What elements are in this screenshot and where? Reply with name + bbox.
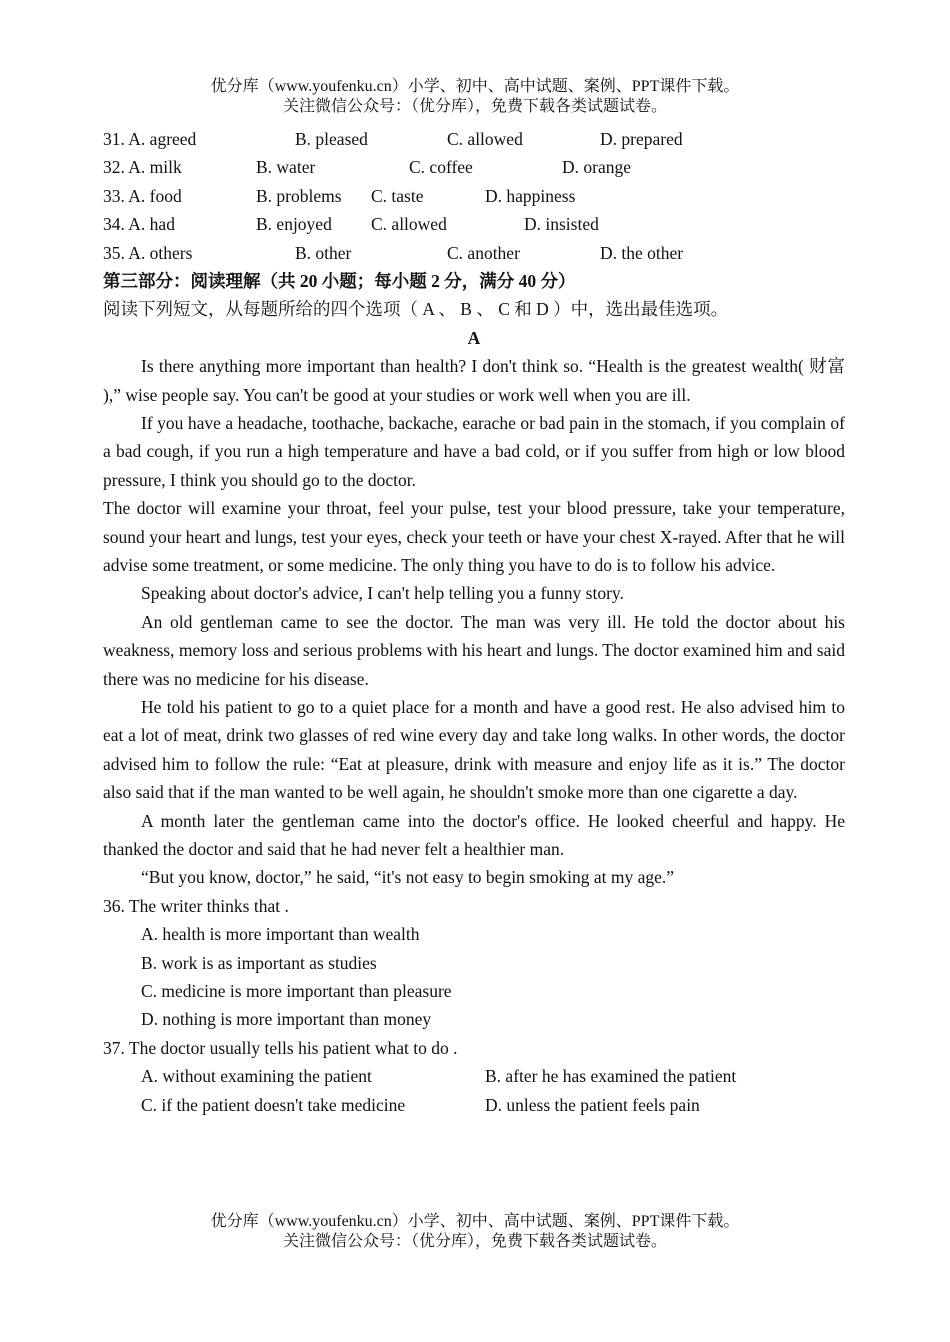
question-37-option-d: D. unless the patient feels pain (485, 1094, 700, 1115)
footer-line-2: 关注微信公众号：（优分库），免费下载各类试题试卷。 (282, 1233, 667, 1250)
cloze-33-option-b: B. problems (256, 185, 342, 206)
cloze-34-option-d: D. insisted (524, 214, 599, 235)
cloze-35-option-d: D. the other (600, 242, 684, 263)
question-36-option-a: A. health is more important than wealth (141, 924, 420, 945)
page-header (0, 77, 950, 117)
passage-paragraph-1: Is there anything more important than health? I don't think so. “Health is the greatest wealth( 财富 ),” wise people say. You can't be good at your studies or work well when you are ill. (103, 356, 845, 405)
cloze-35-option-a: 35. A. others (103, 242, 193, 263)
cloze-row-33 (103, 182, 845, 210)
cloze-row-32 (103, 153, 845, 181)
cloze-34-option-b: B. enjoyed (256, 214, 332, 235)
cloze-32-option-c: C. coffee (409, 157, 473, 178)
page-footer (0, 1212, 950, 1252)
cloze-row-35 (103, 239, 845, 267)
cloze-row-34 (103, 210, 845, 238)
passage-paragraph-8: “But you know, doctor,” he said, “it's not easy to begin smoking at my age.” (141, 867, 675, 888)
cloze-34-option-a: 34. A. had (103, 214, 175, 235)
cloze-31-option-b: B. pleased (295, 129, 368, 149)
cloze-33-option-c: C. taste (371, 185, 424, 206)
passage-paragraph-5: An old gentleman came to see the doctor. The man was very ill. He told the doctor about his weakness, memory loss and serious problems with his heart and lungs. The doctor examined him and said there was no medicine for his disease. (103, 611, 845, 689)
passage-paragraph-3: The doctor will examine your throat, feel your pulse, test your blood pressure, take your temperature, sound your heart and lungs, test your eyes, check your teeth or have your chest X-rayed. After that he will advise some treatment, or some medicine. The only thing you have to do is to follow his advice. (103, 498, 845, 575)
question-37-option-a: A. without examining the patient (141, 1066, 372, 1087)
passage-paragraph-2: If you have a headache, toothache, backache, earache or bad pain in the stomach, if you complain of a bad cough, if you run a high temperature and have a bad cold, or if you suffer from high or low blood pressure, I think you should go to the doctor. (103, 412, 845, 490)
question-37-option-c: C. if the patient doesn't take medicine (141, 1094, 406, 1115)
section-title: 第三部分：阅读理解（共 20 小题；每小题 2 分，满分 40 分） (103, 270, 576, 291)
question-37-stem: 37. The doctor usually tells his patient what to do . (103, 1037, 458, 1058)
cloze-32-option-a: 32. A. milk (103, 157, 182, 178)
cloze-32-option-d: D. orange (562, 157, 632, 178)
cloze-31-option-c: C. allowed (447, 129, 523, 149)
cloze-31-option-d: D. prepared (600, 129, 683, 149)
section-instruction: 阅读下列短文，从每题所给的四个选项（ A 、 B 、 C 和 D ）中，选出最佳选项。 (103, 299, 729, 320)
question-36-option-d: D. nothing is more important than money (141, 1009, 432, 1030)
cloze-35-option-c: C. another (447, 242, 520, 263)
question-36-option-c: C. medicine is more important than pleasure (141, 981, 452, 1002)
footer-line-1: 优分库（www.youfenku.cn）小学、初中、高中试题、案例、PPT课件下载。 (210, 1213, 740, 1230)
cloze-31-option-a: 31. A. agreed (103, 129, 197, 149)
cloze-35-option-b: B. other (295, 242, 352, 263)
question-36-stem: 36. The writer thinks that . (103, 895, 289, 916)
cloze-33-option-a: 33. A. food (103, 185, 182, 206)
question-37-option-b: B. after he has examined the patient (485, 1066, 737, 1087)
cloze-34-option-c: C. allowed (371, 214, 447, 235)
cloze-33-option-d: D. happiness (485, 185, 576, 206)
question-37-row-2 (103, 1091, 845, 1119)
cloze-32-option-b: B. water (256, 157, 316, 178)
cloze-row-31 (103, 125, 845, 153)
passage-label: A (467, 327, 481, 348)
passage-paragraph-6: He told his patient to go to a quiet place for a month and have a good rest. He also advised him to eat a lot of meat, drink two glasses of red wine every day and take long walks. In other words, the doctor advised him to follow the rule: “Eat at pleasure, drink with measure and enjoy life as it is.” The doctor also said that if the man wanted to be well again, he shouldn't smoke more than one cigarette a day. (103, 697, 845, 803)
passage-paragraph-7: A month later the gentleman came into the doctor's office. He looked cheerful and happy. He thanked the doctor and said that he had never felt a healthier man. (103, 810, 845, 860)
question-36-option-b: B. work is as important as studies (141, 952, 377, 973)
passage-paragraph-4: Speaking about doctor's advice, I can't help telling you a funny story. (141, 583, 624, 604)
document-body (103, 125, 845, 1119)
header-line-2: 关注微信公众号：（优分库），免费下载各类试题试卷。 (282, 98, 667, 115)
header-line-1: 优分库（www.youfenku.cn）小学、初中、高中试题、案例、PPT课件下载。 (210, 78, 740, 95)
question-37-row-1 (103, 1062, 845, 1090)
